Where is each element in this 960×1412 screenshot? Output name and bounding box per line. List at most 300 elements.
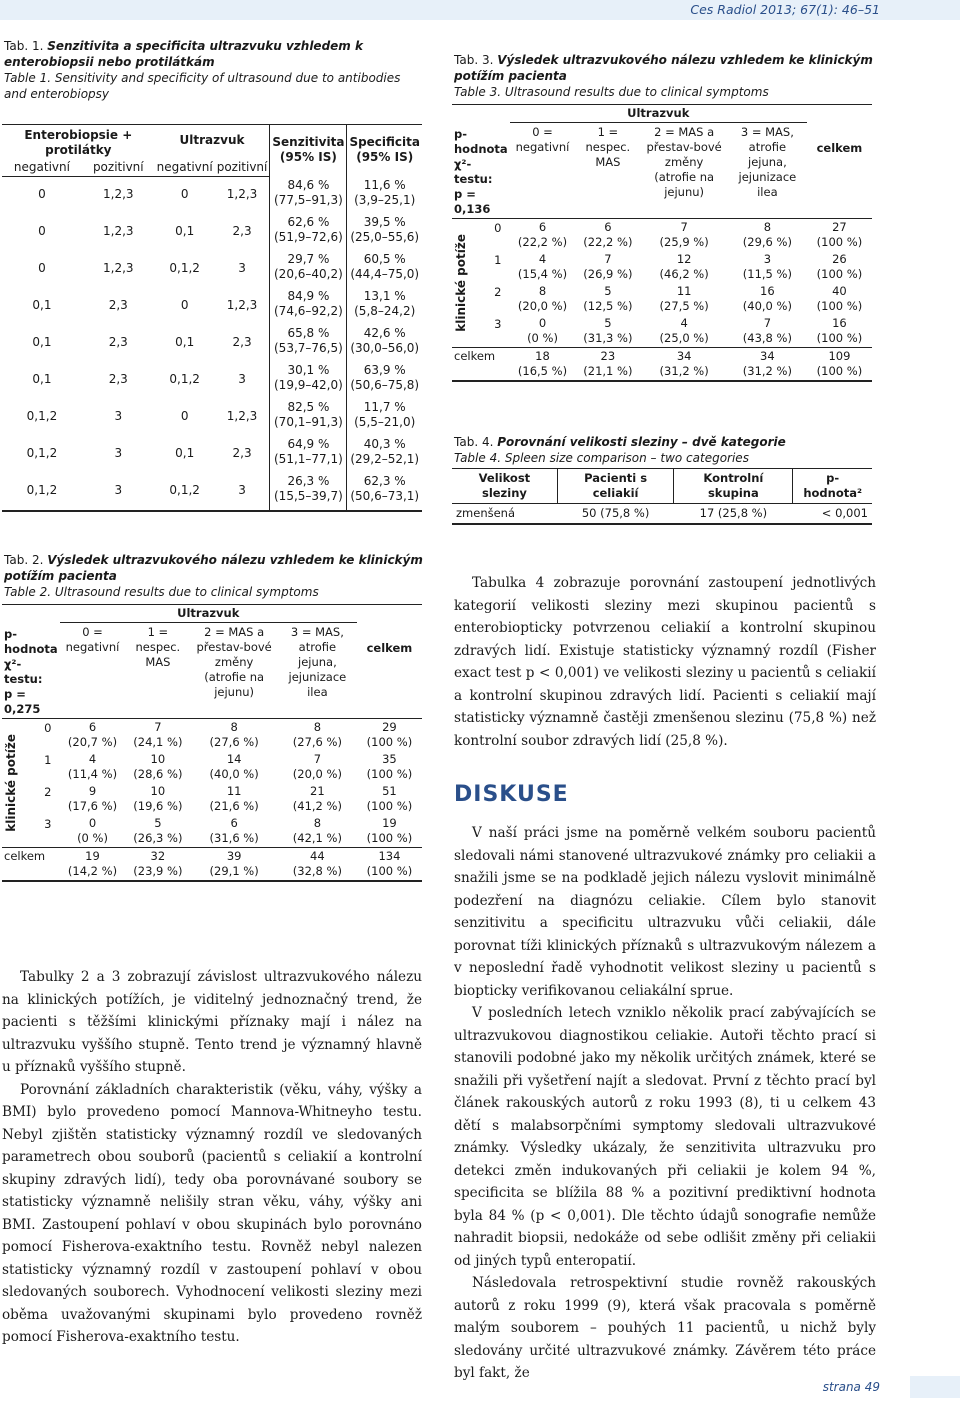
tab2-cell bbox=[190, 815, 278, 848]
tab3-cell bbox=[640, 283, 728, 315]
table1-cell: 1,2,3 bbox=[103, 187, 134, 201]
table1-cell: 2,3 bbox=[108, 298, 128, 312]
tab3-cell bbox=[510, 251, 576, 283]
count: 8 bbox=[230, 719, 238, 734]
count: 11 bbox=[226, 783, 242, 798]
table1-cell: 0,1,2 bbox=[169, 372, 200, 386]
count: 21 bbox=[310, 783, 325, 798]
percent: (31,6 %) bbox=[209, 830, 259, 845]
tab3-cell bbox=[728, 218, 807, 251]
stat-ci: (30,0–56,0) bbox=[350, 341, 420, 355]
count: 18 bbox=[535, 348, 550, 363]
count: 12 bbox=[676, 251, 692, 266]
count: 27 bbox=[832, 219, 847, 234]
count: 32 bbox=[150, 848, 166, 863]
page-number: strana 49 bbox=[822, 1380, 880, 1394]
stat-ci: (50,6–75,8) bbox=[350, 378, 420, 392]
count: 4 bbox=[538, 251, 547, 266]
tab3-total-cell bbox=[728, 347, 807, 381]
percent: (22,2 %) bbox=[583, 234, 633, 249]
count: 16 bbox=[832, 315, 847, 330]
tab2-cell bbox=[190, 751, 278, 783]
percent: (100 %) bbox=[366, 830, 413, 845]
stat-ci: (3,9–25,1) bbox=[354, 192, 416, 207]
count: 19 bbox=[85, 848, 100, 863]
percent: (29,1 %) bbox=[209, 863, 259, 878]
count: 8 bbox=[763, 219, 772, 234]
percent: (42,1 %) bbox=[292, 830, 342, 845]
stat-ci: (70,1–91,3) bbox=[274, 415, 343, 429]
percent: (21,6 %) bbox=[209, 798, 259, 813]
tab3-cell bbox=[728, 315, 807, 348]
percent: (46,2 %) bbox=[659, 266, 709, 281]
table1-caption bbox=[4, 38, 424, 102]
tab3-p-header bbox=[452, 123, 510, 219]
stat-value: 11,7 % bbox=[363, 400, 406, 414]
table-row bbox=[2, 783, 422, 815]
tab3-col-head: 3 = MAS, atrofie jejuna, jejunizace ilea bbox=[728, 123, 807, 219]
percent: (31,3 %) bbox=[583, 330, 633, 345]
vert-label-cell bbox=[452, 218, 486, 347]
table1-stat-cell bbox=[347, 251, 422, 288]
table4-cell: 50 (75,8 %) bbox=[557, 504, 674, 525]
left-body-text bbox=[2, 966, 422, 1349]
count: 134 bbox=[378, 848, 401, 863]
p-value: p = 0,136 bbox=[454, 186, 491, 216]
stat-value: 26,3 % bbox=[287, 474, 330, 488]
tab2-cell bbox=[190, 718, 278, 751]
tab3-cell bbox=[575, 218, 640, 251]
table-row-total bbox=[452, 347, 872, 381]
running-header-bar bbox=[0, 0, 960, 20]
tab3-cell bbox=[807, 283, 872, 315]
table1 bbox=[2, 124, 422, 512]
stat-ci: (20,6–40,2) bbox=[274, 267, 343, 281]
stat-value: 40,3 % bbox=[363, 437, 406, 451]
tab2-cell bbox=[125, 751, 190, 783]
table4 bbox=[452, 468, 872, 525]
tab3-cell bbox=[575, 315, 640, 348]
table-row bbox=[2, 473, 422, 511]
tab2-cell bbox=[357, 815, 422, 848]
tab2-cell bbox=[357, 751, 422, 783]
table1-cell: 0,1,2 bbox=[169, 261, 200, 275]
table1-cell: 2,3 bbox=[232, 446, 252, 460]
tab3-cell bbox=[807, 315, 872, 348]
stat-ci: (5,5–21,0) bbox=[354, 415, 416, 429]
table4-caption bbox=[454, 434, 874, 466]
stat-ci: (5,8–24,2) bbox=[354, 304, 416, 318]
table-row bbox=[452, 315, 872, 348]
count: 6 bbox=[538, 219, 547, 234]
table1-head-sens: Senzitivita (95% IS) bbox=[270, 125, 347, 177]
table-row bbox=[2, 751, 422, 783]
count: 10 bbox=[150, 783, 166, 798]
count: 39 bbox=[226, 848, 242, 863]
count: 7 bbox=[763, 315, 772, 330]
total-label: celkem bbox=[2, 847, 60, 881]
table1-cell: 0,1,2 bbox=[155, 473, 215, 511]
chi-label: χ²-testu: bbox=[454, 156, 493, 186]
table-row bbox=[452, 283, 872, 315]
table1-cell: 0,1 bbox=[32, 335, 52, 349]
table4-cell: < 0,001 bbox=[793, 504, 872, 525]
tab3-total-cell bbox=[807, 347, 872, 381]
count: 5 bbox=[604, 283, 612, 298]
tab2-cell bbox=[278, 751, 357, 783]
table1-stat-cell bbox=[347, 473, 422, 511]
table1-subhead: pozitivní bbox=[82, 159, 155, 177]
table1-cell: 0 bbox=[38, 224, 46, 238]
percent: (100 %) bbox=[816, 234, 863, 249]
table1-cell: 0 bbox=[180, 187, 189, 201]
table4-cell: 17 (25,8 %) bbox=[674, 504, 793, 525]
stat-value: 13,1 % bbox=[363, 289, 406, 303]
percent: (100 %) bbox=[366, 766, 413, 781]
table1-cell: 0,1 bbox=[175, 224, 195, 238]
table1-stat-cell bbox=[347, 436, 422, 473]
table1-cell: 0 bbox=[180, 409, 189, 423]
stat-value: 60,5 % bbox=[363, 252, 406, 266]
table1-stat-cell bbox=[270, 214, 347, 251]
percent: (31,2 %) bbox=[659, 363, 709, 378]
table1-cell: 3 bbox=[114, 446, 123, 460]
tab3-cell bbox=[728, 283, 807, 315]
p-label: p-hodnota bbox=[454, 126, 508, 156]
stat-ci: (25,0–55,6) bbox=[350, 230, 420, 244]
tab2-total-cell bbox=[190, 847, 278, 881]
count: 7 bbox=[680, 219, 688, 234]
table1-subhead: pozitivní bbox=[215, 159, 270, 177]
stat-value: 62,6 % bbox=[287, 215, 330, 229]
percent: (40,0 %) bbox=[742, 298, 792, 313]
percent: (27,6 %) bbox=[209, 734, 259, 749]
table1-cell: 0,1 bbox=[175, 446, 195, 460]
count: 7 bbox=[604, 251, 612, 266]
tab2-cell bbox=[60, 783, 126, 815]
tab2-cell bbox=[278, 815, 357, 848]
tab3-cell bbox=[510, 283, 576, 315]
count: 44 bbox=[310, 848, 325, 863]
tab3-cell bbox=[575, 251, 640, 283]
table4-caption-en: Table 4. Spleen size comparison – two categories bbox=[454, 451, 749, 465]
tab2-cell bbox=[278, 718, 357, 751]
count: 7 bbox=[154, 719, 162, 734]
paragraph: V naší práci jsme na poměrně velkém souboru pacientů sledovali námi stanovené ultrazvukové známky pro celiakii a snažili jsme se na podkladě jejich nálezu vyslovit minimálně podezření na diagnózu celiakie. Cílem bylo stanovit senzitivitu a specificitu ultrazvuku vůči celiakii, dále porovnat tíži klinických příznaků s ultrazvukovým nálezem a v neposlední řadě vyhodnotit velikost sleziny u pacientů s biopticky verifikovanou celiakální sprue. bbox=[454, 825, 876, 999]
percent: (40,0 %) bbox=[209, 766, 259, 781]
count: 6 bbox=[604, 219, 612, 234]
table1-stat-cell bbox=[270, 177, 347, 215]
table3-caption-cz: Výsledek ultrazvukového nálezu vzhledem ke klinickým potížím pacienta bbox=[454, 53, 873, 83]
table-row bbox=[452, 251, 872, 283]
table1-cell: 0 bbox=[38, 187, 46, 201]
table1-head-spec: Specificita (95% IS) bbox=[347, 125, 422, 177]
stat-value: 65,8 % bbox=[287, 326, 330, 340]
stat-value: 30,1 % bbox=[287, 363, 330, 377]
count: 3 bbox=[763, 251, 772, 266]
tab3-cell bbox=[510, 315, 576, 348]
table1-cell: 0,1,2 bbox=[26, 446, 58, 460]
tab2-cell bbox=[60, 751, 126, 783]
table-row bbox=[2, 362, 422, 399]
row-key: 0 bbox=[44, 720, 52, 735]
tab2-p-header bbox=[2, 623, 60, 719]
row-key: 1 bbox=[44, 752, 52, 767]
table-row bbox=[2, 325, 422, 362]
table-row bbox=[2, 815, 422, 848]
percent: (20,7 %) bbox=[67, 734, 118, 749]
count: 16 bbox=[760, 283, 775, 298]
count: 4 bbox=[680, 315, 688, 330]
count: 5 bbox=[154, 815, 162, 830]
table1-stat-cell bbox=[347, 214, 422, 251]
total-label: celkem bbox=[452, 347, 510, 381]
stat-ci: (74,6–92,2) bbox=[274, 304, 343, 318]
tab3-col-head: celkem bbox=[807, 123, 872, 219]
stat-ci: (29,2–52,1) bbox=[350, 452, 420, 466]
row-key: 3 bbox=[486, 315, 510, 348]
table1-cell: 1,2,3 bbox=[226, 187, 258, 201]
tab2-total-cell bbox=[60, 847, 126, 881]
paragraph: Tabulka 4 zobrazuje porovnání zastoupení jednotlivých kategorií velikosti sleziny mezi skupinou pacientů s enterobiopticky potvrzenou celiakií a kontrolní skupinou zdravých lidí. Existuje statisticky významný rozdíl (Fisher exact test p < 0,001) ve velikosti sleziny u pacientů s celiakií a kontrolní skupinou zdravých lidí. Pacienti s celiakií mají statisticky významně častěji zmenšenou slezinu (75,8 %) než kontrolní soubor zdravých lidí (25,8 %). bbox=[454, 575, 876, 749]
stat-value: 64,9 % bbox=[287, 437, 330, 451]
table1-cell: 0,1,2 bbox=[26, 409, 58, 423]
tab2-cell bbox=[357, 718, 422, 751]
tab3-cell bbox=[510, 218, 576, 251]
count: 11 bbox=[676, 283, 692, 298]
stat-ci: (19,9–42,0) bbox=[274, 378, 343, 392]
percent: (27,5 %) bbox=[659, 298, 709, 313]
tab2-total-cell bbox=[357, 847, 422, 881]
percent: (11,5 %) bbox=[742, 266, 792, 281]
percent: (20,0 %) bbox=[517, 298, 568, 313]
percent: (25,0 %) bbox=[659, 330, 709, 345]
percent: (100 %) bbox=[816, 266, 863, 281]
percent: (100 %) bbox=[366, 798, 413, 813]
row-key: 2 bbox=[494, 284, 502, 299]
tab3-cell bbox=[640, 218, 728, 251]
stat-value: 84,6 % bbox=[287, 177, 330, 192]
count: 5 bbox=[604, 315, 612, 330]
tab3-cell bbox=[807, 218, 872, 251]
percent: (23,9 %) bbox=[133, 863, 183, 878]
percent: (19,6 %) bbox=[133, 798, 183, 813]
count: 35 bbox=[382, 751, 397, 766]
table1-stat-cell bbox=[347, 288, 422, 325]
table1-cell: 3 bbox=[114, 409, 123, 423]
table1-cell: 2,3 bbox=[108, 335, 128, 349]
count: 29 bbox=[382, 719, 397, 734]
tab3-cell bbox=[575, 283, 640, 315]
percent: (26,3 %) bbox=[133, 830, 183, 845]
stat-value: 82,5 % bbox=[287, 400, 330, 414]
tab2-col-head: 0 = negativní bbox=[60, 623, 126, 719]
table4-col-head: p-hodnota² bbox=[793, 469, 872, 504]
stat-value: 84,9 % bbox=[287, 289, 330, 303]
count: 6 bbox=[230, 815, 238, 830]
count: 34 bbox=[760, 348, 775, 363]
tab3-vert-label: klinické potíže bbox=[454, 233, 468, 332]
percent: (12,5 %) bbox=[583, 298, 633, 313]
blank-cell bbox=[452, 105, 510, 123]
table1-cell: 0 bbox=[180, 298, 189, 312]
table2-caption bbox=[4, 552, 424, 600]
table-row bbox=[2, 214, 422, 251]
tab2-col-head: 2 = MAS a přestav-bové změny (atrofie na jejunu) bbox=[190, 623, 278, 719]
count: 7 bbox=[313, 751, 322, 766]
tab2-total-cell bbox=[125, 847, 190, 881]
percent: (24,1 %) bbox=[133, 734, 183, 749]
table-row bbox=[452, 218, 872, 251]
tab3-cell bbox=[640, 315, 728, 348]
tab3-col-head: 1 = nespec. MAS bbox=[575, 123, 640, 219]
table1-num: Tab. 1. bbox=[4, 39, 44, 53]
percent: (31,2 %) bbox=[742, 363, 792, 378]
percent: (100 %) bbox=[366, 863, 413, 878]
stat-value: 11,6 % bbox=[363, 177, 406, 192]
table1-stat-cell bbox=[347, 399, 422, 436]
count: 0 bbox=[538, 315, 547, 330]
table-row bbox=[2, 436, 422, 473]
count: 8 bbox=[313, 815, 322, 830]
row-key: 0 bbox=[494, 220, 502, 235]
percent: (17,6 %) bbox=[67, 798, 118, 813]
row-key: 2 bbox=[44, 784, 52, 799]
paragraph: Porovnání základních charakteristik (věku, váhy, výšky a BMI) bylo provedeno pomocí Mannova-Whitneyho testu. Nebyl zjištěn statisticky významný rozdíl ve sledovaných parametrech obou souborů (pacientů s celiakií a kontrolní skupiny zdravých lidí), tedy oba porovnávané soubory se statisticky významně nelišily stran věku, váhy, výšky ani BMI. Zastoupení pohlaví v obou skupinách bylo porovnáno pomocí Fisherova-exaktního testu. Rovněž nebyl nalezen statisticky významný rozdíl v zastoupení pohlaví v obou sledovaných souborech. Vyhodnocení velikosti sleziny mezi oběma uvažovanými skupinami bylo provedeno rovněž pomocí Fisherova-exaktního testu. bbox=[2, 1081, 422, 1345]
count: 0 bbox=[88, 815, 97, 830]
count: 9 bbox=[88, 783, 97, 798]
table1-cell: 2,3 bbox=[108, 372, 128, 386]
tab2-cell bbox=[125, 783, 190, 815]
percent: (43,8 %) bbox=[742, 330, 792, 345]
percent: (100 %) bbox=[816, 298, 863, 313]
table-row bbox=[2, 399, 422, 436]
tab3-col-head: 2 = MAS a přestav-bové změny (atrofie na jejunu) bbox=[640, 123, 728, 219]
page-number-bar bbox=[910, 1376, 960, 1398]
row-key: 3 bbox=[36, 815, 60, 848]
tab3-cell bbox=[728, 251, 807, 283]
table1-cell: 3 bbox=[238, 261, 246, 275]
tab2-total-cell bbox=[278, 847, 357, 881]
table1-stat-cell bbox=[270, 362, 347, 399]
table1-cell: 0,1 bbox=[32, 298, 52, 312]
percent: (11,4 %) bbox=[67, 766, 118, 781]
table1-cell: 0 bbox=[38, 261, 46, 275]
percent: (26,9 %) bbox=[583, 266, 633, 281]
stat-value: 63,9 % bbox=[363, 363, 406, 377]
stat-ci: (53,7–76,5) bbox=[274, 341, 343, 355]
count: 109 bbox=[828, 348, 851, 363]
right-body-text-top bbox=[454, 572, 876, 752]
table3-caption bbox=[454, 52, 894, 100]
tab2-cell bbox=[60, 718, 126, 751]
stat-value: 39,5 % bbox=[363, 215, 406, 229]
table-row bbox=[2, 251, 422, 288]
stat-ci: (51,1–77,1) bbox=[274, 452, 343, 466]
percent: (21,1 %) bbox=[583, 363, 633, 378]
table1-cell: 0,1,2 bbox=[2, 473, 82, 511]
table4-col-head: Kontrolní skupina bbox=[674, 469, 793, 504]
table-row bbox=[2, 718, 422, 751]
count: 51 bbox=[382, 783, 397, 798]
table1-stat-cell bbox=[347, 362, 422, 399]
stat-ci: (77,5–91,3) bbox=[274, 192, 343, 207]
percent: (0 %) bbox=[77, 830, 108, 845]
count: 8 bbox=[538, 283, 547, 298]
table1-stat-cell bbox=[270, 473, 347, 511]
tab2-group-head: Ultrazvuk bbox=[60, 605, 357, 623]
percent: (0 %) bbox=[527, 330, 558, 345]
row-key: 1 bbox=[494, 252, 502, 267]
table1-stat-cell bbox=[270, 436, 347, 473]
percent: (100 %) bbox=[816, 363, 863, 378]
table1-cell: 3 bbox=[238, 372, 246, 386]
table2-caption-cz: Výsledek ultrazvukového nálezu vzhledem ke klinickým potížím pacienta bbox=[4, 553, 423, 583]
table2 bbox=[2, 604, 422, 882]
percent: (25,9 %) bbox=[659, 234, 709, 249]
tab3-cell bbox=[807, 251, 872, 283]
vert-label-cell bbox=[2, 718, 36, 847]
table2-caption-en: Table 2. Ultrasound results due to clinical symptoms bbox=[4, 585, 319, 599]
tab3-group-head: Ultrazvuk bbox=[510, 105, 807, 123]
count: 34 bbox=[676, 348, 692, 363]
table4-cell: zmenšená bbox=[452, 504, 557, 525]
percent: (14,2 %) bbox=[67, 863, 118, 878]
percent: (27,6 %) bbox=[292, 734, 342, 749]
table1-stat-cell bbox=[270, 325, 347, 362]
paragraph: Následovala retrospektivní studie rovněž rakouských autorů z roku 1999 (9), která však pracovala s poměrně malým souborem – pouhých 11 pacientů, u nichž byly sledovány určité ultrazvukové známky. Závěrem této práce byl fakt, že bbox=[454, 1275, 876, 1381]
table1-stat-cell bbox=[270, 288, 347, 325]
count: 8 bbox=[313, 719, 322, 734]
tab2-cell bbox=[278, 783, 357, 815]
count: 4 bbox=[88, 751, 97, 766]
paragraph: Tabulky 2 a 3 zobrazují závislost ultrazvukového nálezu na klinických potížích, je viditelný jednoznačný trend, že pacienti s těžšími klinickými příznaky mají i nález na ultrazvuku vyššího stupně. Tento trend je významný hlavně u příznaků vyššího stupně. bbox=[2, 969, 422, 1075]
table1-caption-en: Table 1. Sensitivity and specificity of ultrasound due to antibodies and enterobiopsy bbox=[4, 71, 401, 101]
tab2-cell bbox=[190, 783, 278, 815]
tab3-total-cell bbox=[510, 347, 576, 381]
count: 10 bbox=[150, 751, 166, 766]
table1-stat-cell bbox=[347, 325, 422, 362]
table1-stat-cell bbox=[270, 251, 347, 288]
table4-num: Tab. 4. bbox=[454, 435, 494, 449]
stat-ci: (50,6–73,1) bbox=[350, 489, 420, 503]
percent: (22,2 %) bbox=[517, 234, 568, 249]
tab2-cell bbox=[125, 718, 190, 751]
p-label: p-hodnota bbox=[4, 626, 58, 656]
tab3-col-head: 0 = negativní bbox=[510, 123, 576, 219]
chi-label: χ²-testu: bbox=[4, 656, 43, 686]
table1-cell: 3 bbox=[82, 473, 155, 511]
running-header: Ces Radiol 2013; 67(1): 46–51 bbox=[690, 2, 880, 17]
tab2-col-head: 3 = MAS, atrofie jejuna, jejunizace ilea bbox=[278, 623, 357, 719]
tab2-cell bbox=[60, 815, 126, 848]
table1-cell: 1,2,3 bbox=[226, 409, 258, 423]
stat-ci: (44,4–75,0) bbox=[350, 267, 420, 281]
table-row-total bbox=[2, 847, 422, 881]
table1-caption-cz: Senzitivita a specificita ultrazvuku vzhledem k enterobiopsii nebo protilátkám bbox=[4, 39, 363, 69]
table-row bbox=[2, 177, 422, 215]
tab3-total-cell bbox=[575, 347, 640, 381]
table1-subhead: negativní bbox=[2, 159, 82, 177]
tab2-col-head: celkem bbox=[357, 623, 422, 719]
percent: (100 %) bbox=[816, 330, 863, 345]
section-heading-diskuse: DISKUSE bbox=[454, 782, 569, 807]
table1-cell: 1,2,3 bbox=[226, 298, 258, 312]
table4-caption-cz: Porovnání velikosti sleziny – dvě kategorie bbox=[497, 435, 786, 449]
table1-cell: 2,3 bbox=[232, 335, 252, 349]
table4-col-head: Velikost sleziny bbox=[452, 469, 557, 504]
tab3-total-cell bbox=[640, 347, 728, 381]
